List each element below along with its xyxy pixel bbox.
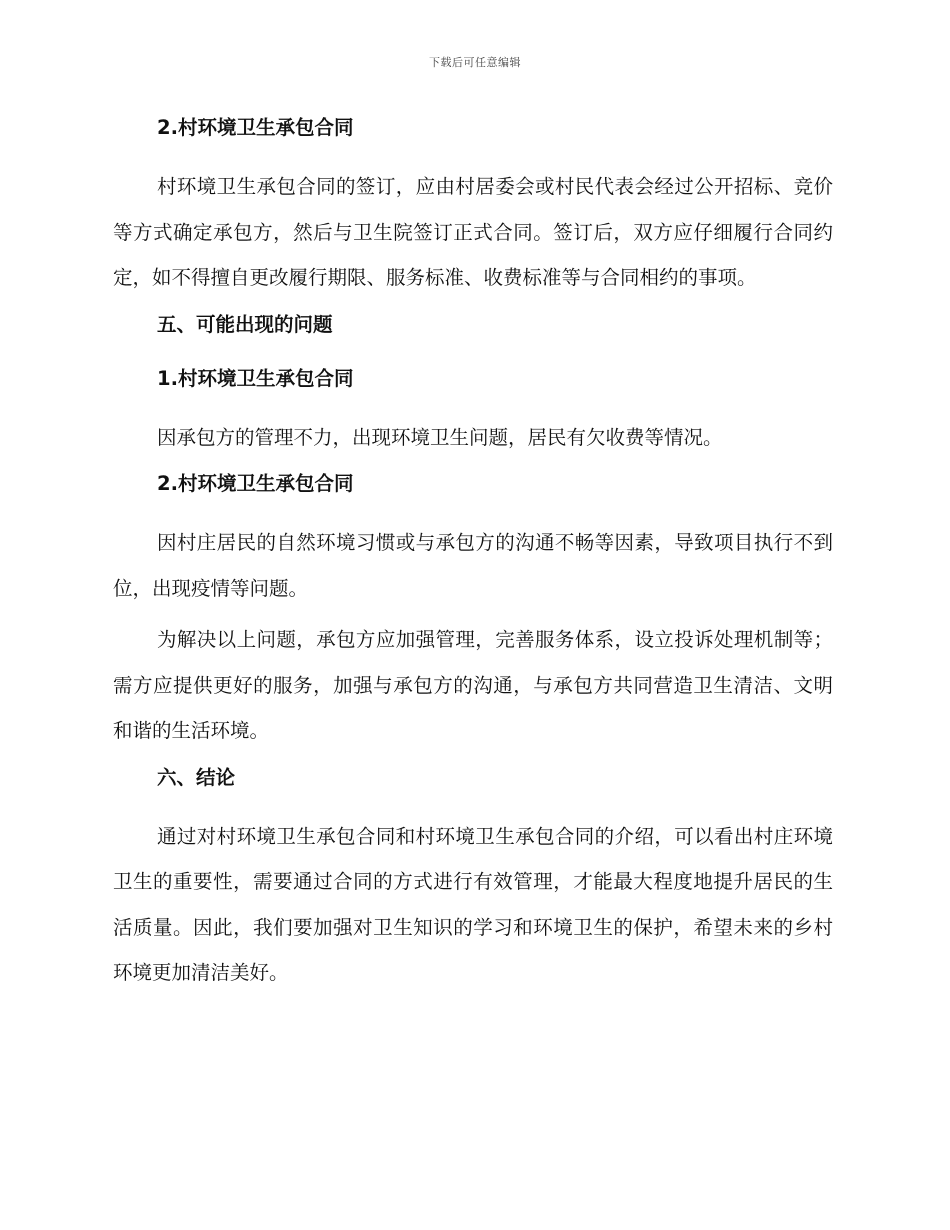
paragraph-solutions: 为解决以上问题，承包方应加强管理，完善服务体系，设立投诉处理机制等；需方应提供更好的服务，加强与承包方的沟通，与承包方共同营造卫生清洁、文明和谐的生活环境。 bbox=[113, 628, 833, 742]
paragraph-conclusion: 通过对村环境卫生承包合同和村环境卫生承包合同的介绍，可以看出村庄环境卫生的重要性，需要通过合同的方式进行有效管理，才能最大程度地提升居民的生活质量。因此，我们要加强对卫生知识的学习和环境卫生的保护，希望未来的乡村环境更加清洁美好。 bbox=[113, 824, 833, 984]
page-header: 下载后可任意编辑 bbox=[429, 56, 521, 69]
paragraph-contract-signing: 村环境卫生承包合同的签订，应由村居委会或村民代表会经过公开招标、竞价等方式确定承包方，然后与卫生院签订正式合同。签订后，双方应仔细履行合同约定，如不得擅自更改履行期限、服务标准、收费标准等与合同相约的事项。 bbox=[113, 175, 833, 289]
paragraph-problem-2: 因村庄居民的自然环境习惯或与承包方的沟通不畅等因素，导致项目执行不到位，出现疫情等问题。 bbox=[113, 531, 833, 600]
section-heading-problem-2: 2.村环境卫生承包合同 bbox=[157, 472, 354, 495]
document-body bbox=[113, 110, 833, 1002]
section-heading-possible-problems: 五、可能出现的问题 bbox=[157, 312, 333, 336]
paragraph-problem-1: 因承包方的管理不力，出现环境卫生问题，居民有欠收费等情况。 bbox=[157, 425, 723, 449]
section-heading-problem-1: 1.村环境卫生承包合同 bbox=[157, 366, 354, 390]
section-heading-contract-2: 2.村环境卫生承包合同 bbox=[157, 116, 354, 139]
section-heading-conclusion: 六、结论 bbox=[157, 765, 236, 789]
